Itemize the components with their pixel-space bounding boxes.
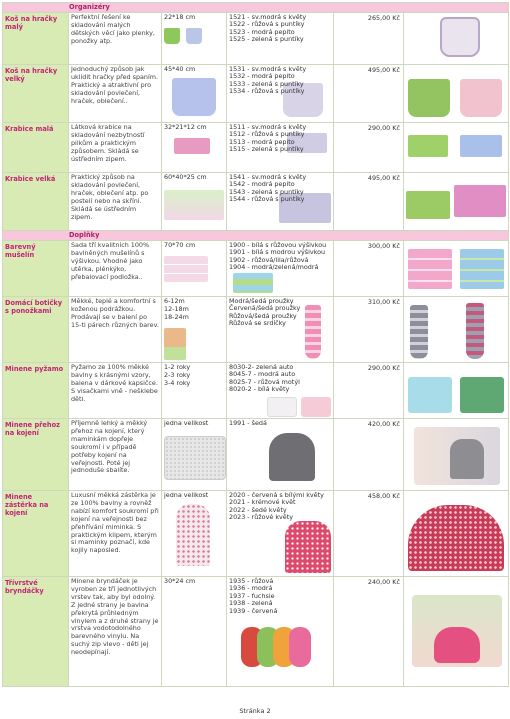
code-item: 2023 - růžové květy	[229, 513, 294, 522]
code-item: 1900 - bílá s růžovou výšivkou	[229, 241, 327, 249]
code-item: 8045-7 - modrá auto	[229, 370, 296, 379]
color-codes	[227, 65, 334, 123]
muslin-pack-pink-image	[408, 249, 452, 289]
size-value: 70*70 cm	[164, 241, 196, 249]
table-row	[3, 577, 509, 687]
product-photo	[404, 173, 509, 231]
page-footer: Stránka 2	[239, 707, 271, 715]
table-row	[3, 13, 509, 65]
table-row	[3, 65, 509, 123]
code-list	[229, 420, 331, 427]
table-row	[3, 419, 509, 491]
catalog-table	[2, 2, 509, 687]
product-size	[162, 297, 227, 363]
nursing-cover-fabric-image	[164, 436, 226, 480]
product-photo	[404, 577, 509, 687]
code-item: 1902 - růžová/lila/růžová	[229, 255, 309, 264]
table-row	[3, 491, 509, 577]
color-codes	[227, 577, 334, 687]
size-value: jedna velikost	[164, 491, 209, 499]
grey-cover-detail	[450, 439, 484, 479]
product-name: Minene přehoz na kojení	[3, 419, 69, 491]
bib-pink	[289, 627, 311, 667]
code-item: 1523 - modrá pepito	[229, 27, 295, 36]
color-codes	[227, 419, 334, 491]
code-item: 1901 - bílá s modrou výšivkou	[229, 248, 326, 257]
product-description: Perfektní řešení ke skladování malých dětských věcí jako plenky, ponožky atp.	[69, 13, 162, 65]
product-description: Luxusní měkká zástěrka je ze 100% bavlny a rovněž nabízí komfort soukromí při kojení na veřejnosti bez přehřívání miminka. S praktickým klipem, kterým si maminky poznačí, kde kojily naposled.	[69, 491, 162, 577]
code-item: 1542 - modrá pepito	[229, 180, 295, 189]
product-name: Barevný mušelín	[3, 241, 69, 297]
code-item: 1991 - šedá	[229, 419, 267, 427]
code-item: 1525 - zelená s puntíky	[229, 35, 304, 44]
product-size	[162, 65, 227, 123]
code-item: 1532 - modrá pepito	[229, 72, 295, 81]
table-row	[3, 363, 509, 419]
code-item: 1938 - zelená	[229, 599, 273, 608]
code-item: 2020 - červená s bílými květy	[229, 491, 324, 499]
product-name: Koš na hračky velký	[3, 65, 69, 123]
product-price: 310,00 Kč	[334, 297, 404, 363]
product-size: 30*24 cm	[162, 577, 227, 687]
product-price: 495,00 Kč	[334, 173, 404, 231]
product-photo	[404, 297, 509, 363]
slipper-legs-image	[164, 328, 186, 360]
code-item: 8025-7 - růžová motýl	[229, 377, 300, 386]
small-basket-blue-image	[186, 28, 202, 44]
section-header-accessories: Doplňky	[3, 231, 509, 241]
product-price: 290,00 Kč	[334, 123, 404, 173]
product-name: Koš na hračky malý	[3, 13, 69, 65]
color-codes	[227, 241, 334, 297]
code-item: Růžová/šedá proužky	[229, 311, 297, 320]
product-size	[162, 173, 227, 231]
pyjama-pink-image	[301, 397, 331, 417]
table-row	[3, 123, 509, 173]
product-size	[162, 13, 227, 65]
code-item: 2021 - krémové květ	[229, 498, 296, 507]
product-price: 300,00 Kč	[334, 241, 404, 297]
code-item: 1904 - modrá/zelená/modrá	[229, 263, 319, 272]
product-description: Měkké, teplé a komfortní s koženou podrážkou. Prodávají se v balení po 15-ti párech různých barev.	[69, 297, 162, 363]
color-codes	[227, 173, 334, 231]
large-basket-blue-image	[172, 78, 216, 116]
code-item: 2022 - šedé květy	[229, 505, 287, 514]
pyjama-green-image	[460, 377, 504, 413]
code-item: Červená/šedá proužky	[229, 304, 301, 313]
large-box-room-image	[164, 190, 224, 220]
bib-set-image	[241, 627, 329, 669]
code-item: 1511 - sv.modrá s květy	[229, 123, 307, 131]
code-list	[229, 298, 331, 328]
muslin-pack-blue-image	[460, 249, 504, 289]
product-name: Minene pyžamo	[3, 363, 69, 419]
product-photo	[404, 363, 509, 419]
code-item: 1939 - červená	[229, 606, 278, 615]
small-basket-green-image	[164, 28, 180, 44]
bib-worn-detail	[434, 627, 480, 663]
large-box-pink-image	[454, 185, 506, 217]
product-photo	[404, 491, 509, 577]
code-item: 1936 - modrá	[229, 584, 273, 593]
product-name: Domácí botičky s ponožkami	[3, 297, 69, 363]
nursing-cover-worn-image	[269, 433, 315, 481]
size-value: 6-12m 12-18m 18-24m	[164, 297, 189, 321]
color-codes	[227, 363, 334, 419]
sock-striped-image	[466, 303, 484, 359]
code-item: 1531 - sv.modrá s květy	[229, 65, 307, 73]
code-list	[229, 174, 331, 204]
product-price: 290,00 Kč	[334, 363, 404, 419]
product-price: 420,00 Kč	[334, 419, 404, 491]
muslin-colored-image	[233, 273, 273, 293]
apron-red-image	[408, 505, 504, 571]
code-item: Růžová se srdíčky	[229, 319, 286, 328]
code-list	[229, 124, 331, 154]
section-header-organizers: Organizéry	[3, 3, 509, 13]
product-size	[162, 419, 227, 491]
sock-grey-image	[410, 305, 428, 359]
table-row	[3, 173, 509, 231]
size-value: jedna velikost	[164, 419, 209, 427]
product-size	[162, 123, 227, 173]
large-basket-green-image	[408, 79, 450, 117]
code-list	[229, 14, 331, 44]
product-name: Minene zástěrka na kojení	[3, 491, 69, 577]
product-description: Sada tří kvalitních 100% bavlněných mušelínů s výšivkou. Vhodné jako utěrka, plénkýko, přebalovací podložka..	[69, 241, 162, 297]
code-item: 8020-2 - bílá květy	[229, 385, 290, 394]
product-description: Látková krabice na skladování nezbytností pilkům a praktickým způsobem. Skládá se ústředním zipem.	[69, 123, 162, 173]
size-value: 22*18 cm	[164, 13, 196, 21]
basket-set-image	[440, 17, 480, 57]
code-item: 1522 - růžová s puntíky	[229, 20, 305, 29]
product-photo	[404, 419, 509, 491]
product-photo	[404, 13, 509, 65]
pyjama-white-image	[267, 397, 297, 417]
small-box-green-image	[408, 135, 448, 157]
code-item: 1543 - zelená s puntíky	[229, 187, 304, 196]
product-name: Krabice malá	[3, 123, 69, 173]
table-row	[3, 297, 509, 363]
size-value: 32*21*12 cm	[164, 123, 207, 131]
product-size	[162, 491, 227, 577]
code-item: 8030-2- zelená auto	[229, 363, 294, 371]
code-item: Modrá/šedá proužky	[229, 297, 294, 305]
small-box-pink-image	[174, 138, 210, 154]
code-item: 1533 - zelená s puntíky	[229, 79, 304, 88]
mother-apron-image	[285, 521, 331, 573]
large-basket-pink-image	[460, 79, 502, 117]
code-item: 1541 - sv.modrá s květy	[229, 173, 307, 181]
code-list	[229, 242, 331, 272]
color-codes	[227, 123, 334, 173]
color-codes	[227, 297, 334, 363]
product-size: 1-2 roky 2-3 roky 3-4 roky	[162, 363, 227, 419]
product-description: Příjemně lehký a měkký přehoz na kojení, který maminkám dopřeje soukromí i v případě potřeby kojení na veřejnosti. Poté jej jednoduše sbalíte.	[69, 419, 162, 491]
product-price: 495,00 Kč	[334, 65, 404, 123]
code-item: 1521 - sv.modrá s květy	[229, 13, 307, 21]
product-photo	[404, 123, 509, 173]
product-price: 265,00 Kč	[334, 13, 404, 65]
small-box-blue-image	[460, 135, 502, 157]
code-list	[229, 492, 331, 522]
code-list	[229, 364, 331, 394]
code-list	[229, 66, 331, 96]
apron-floral-image	[176, 504, 210, 566]
muslin-stack-image	[164, 256, 208, 282]
code-item: 1513 - modrá pepito	[229, 137, 295, 146]
product-photo	[404, 241, 509, 297]
product-size	[162, 241, 227, 297]
size-value: 45*40 cm	[164, 65, 196, 73]
code-item: 1937 - fuchsie	[229, 591, 275, 600]
code-list	[229, 578, 331, 615]
color-codes	[227, 13, 334, 65]
product-name: Třívrstvé bryndáčky	[3, 577, 69, 687]
product-photo	[404, 65, 509, 123]
color-codes	[227, 491, 334, 577]
table-row	[3, 241, 509, 297]
product-price: 240,00 Kč	[334, 577, 404, 687]
product-description: Pyžamo ze 100% měkké bavlny s krásnými vzory, balena v dárkové kapsičce. S visačkami vně - nešklebe děti.	[69, 363, 162, 419]
product-description: Praktický způsob na skladování povlečení, hraček, oblečení atp. po postelí nebo na skříni. Skládá se ústředním zipem.	[69, 173, 162, 231]
code-item: 1544 - růžová s puntíky	[229, 195, 305, 204]
code-item: 1515 - zelená s puntíky	[229, 145, 304, 154]
pyjama-blue-image	[408, 377, 452, 413]
product-description: Minene bryndáček je vyroben ze tří jednotlivých vrstev tak, aby byl odolný. Z jedné strany je bavlna překrytá průhledným vinylem a z druhé strany je vrstva vodotodolného barevného vinylu. Na suchý zip vlevo - děti jej neodepínají.	[69, 577, 162, 687]
product-name: Krabice velká	[3, 173, 69, 231]
size-value: 60*40*25 cm	[164, 173, 207, 181]
product-description: Jednoduchý způsob jak uklidit hračky před spaním. Praktický a atraktivní pro skladování povlečení, hraček, oblečení..	[69, 65, 162, 123]
large-box-green-image	[406, 191, 450, 219]
code-item: 1935 - růžová	[229, 577, 274, 585]
product-price: 458,00 Kč	[334, 491, 404, 577]
code-item: 1512 - růžová s puntíky	[229, 130, 305, 139]
code-item: 1534 - růžová s puntíky	[229, 87, 305, 96]
